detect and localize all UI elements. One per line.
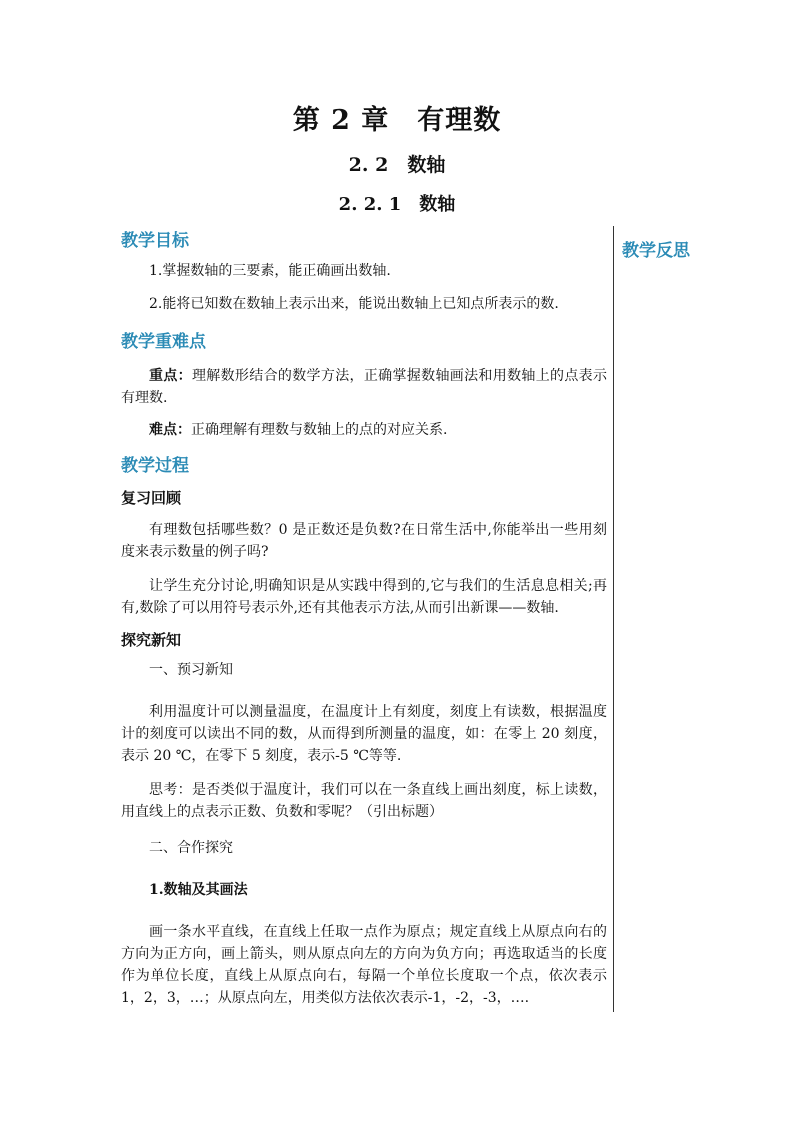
explore-title: 探究新知 (121, 631, 182, 649)
preview-title: 一、预习新知 (149, 662, 233, 678)
goal-item: 2.能将已知数在数轴上表示出来，能说出数轴上已知点所表示的数. (149, 296, 559, 312)
process-heading: 教学过程 (121, 456, 189, 476)
hard-label: 难点： (149, 422, 191, 438)
chapter-title: 第 2 章 有理数 (292, 105, 502, 136)
reflection-heading: 教学反思 (622, 241, 690, 261)
goals-heading: 教学目标 (121, 231, 189, 251)
key-text: 理解数形结合的数学方法，正确掌握数轴画法和用数轴上的点表示有理数. (121, 368, 607, 406)
method-title: 1.数轴及其画法 (149, 882, 248, 898)
review-title: 复习回顾 (121, 489, 182, 507)
subsection-title: 2. 2. 1 数轴 (338, 194, 456, 215)
think-paragraph: 思考：是否类似于温度计，我们可以在一条直线上画出刻度，标上读数，用直线上的点表示正数、负数和零呢？（引出标题） (121, 782, 607, 820)
preview-paragraph: 利用温度计可以测量温度，在温度计上有刻度，刻度上有读数，根据温度计的刻度可以读出不同的数，从而得到所测量的温度，如：在零上 20 刻度，表示 20 ℃，在零下 5 刻度，表示-5 ℃等等. (121, 704, 607, 764)
hard-point (121, 419, 607, 441)
review-paragraph: 有理数包括哪些数？0 是正数还是负数?在日常生活中,你能举出一些用刻度来表示数量的例子吗? (121, 522, 607, 560)
key-point (121, 365, 607, 409)
goal-item: 1.掌握数轴的三要素，能正确画出数轴. (149, 263, 391, 279)
keypoints-heading: 教学重难点 (121, 332, 206, 352)
method-paragraph: 画一条水平直线，在直线上任取一点作为原点；规定直线上从原点向右的方向为正方向，画上箭头，则从原点向左的方向为负方向；再选取适当的长度作为单位长度，直线上从原点向右，每隔一个单位长度取一个点，依次表示 1，2，3，…；从原点向左，用类似方法依次表示-1，-2，-3，…. (121, 924, 607, 1006)
cooperate-title: 二、合作探究 (149, 840, 233, 856)
review-paragraph: 让学生充分讨论,明确知识是从实践中得到的,它与我们的生活息息相关;再有,数除了可以用符号表示外,还有其他表示方法,从而引出新课——数轴. (121, 578, 607, 616)
hard-text: 正确理解有理数与数轴上的点的对应关系. (191, 422, 448, 438)
main-content (121, 228, 607, 1009)
key-label: 重点： (149, 368, 192, 384)
column-divider (613, 226, 614, 1012)
section-title: 2. 2 数轴 (348, 154, 446, 176)
